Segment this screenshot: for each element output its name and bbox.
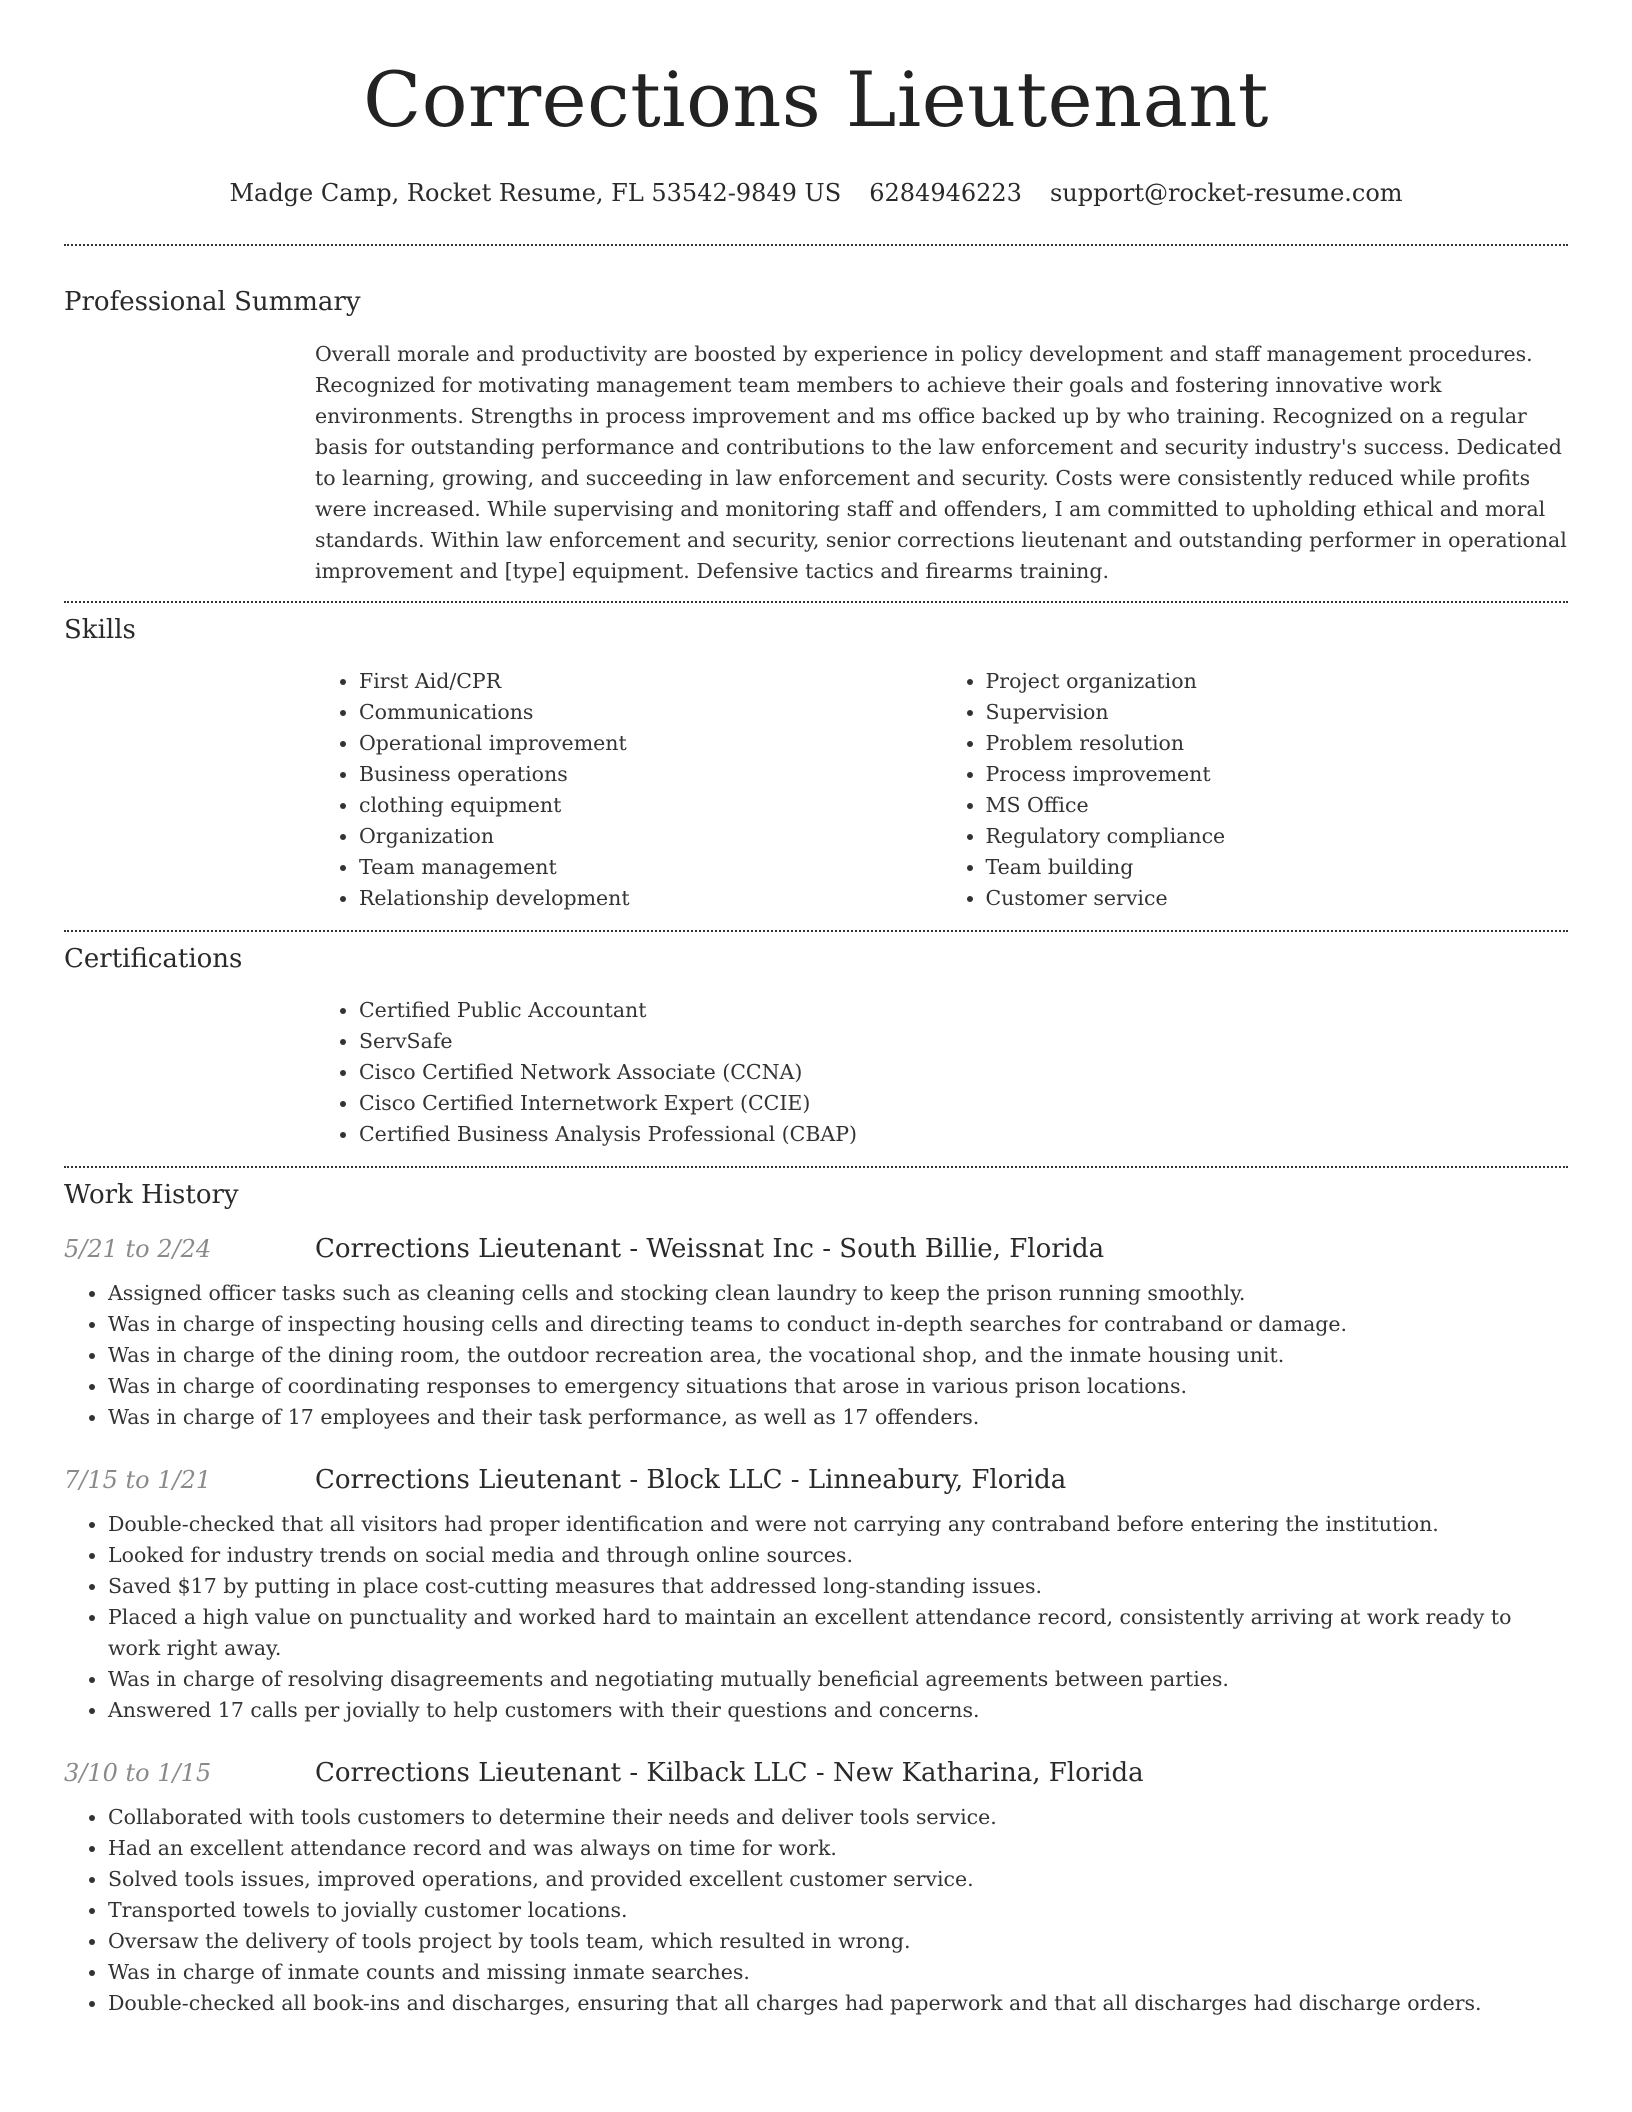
- skills-list-right: [942, 666, 1569, 914]
- skill-item: • Team management: [359, 852, 942, 883]
- skill-item: • First Aid/CPR: [359, 666, 942, 697]
- contact-address: Madge Camp, Rocket Resume, FL 53542-9849 US: [229, 179, 842, 207]
- job-entry: [64, 1463, 1568, 1726]
- skills-heading: Skills: [64, 615, 136, 645]
- job-title: Corrections Lieutenant - Block LLC - Linneabury, Florida: [315, 1465, 1067, 1495]
- job-bullet: • Double-checked all book-ins and discharges, ensuring that all charges had paperwork and that all discharges had discharge orders.: [108, 1988, 1568, 2019]
- skill-item: • Relationship development: [359, 883, 942, 914]
- job-bullet: • Had an excellent attendance record and was always on time for work.: [108, 1833, 1568, 1864]
- skill-item: • Organization: [359, 821, 942, 852]
- job-bullet: • Was in charge of inmate counts and missing inmate searches.: [108, 1957, 1568, 1988]
- job-entry: [64, 1756, 1568, 2019]
- job-bullet: • Looked for industry trends on social media and through online sources.: [108, 1540, 1568, 1571]
- job-bullets: [64, 1802, 1568, 2019]
- job-title: Corrections Lieutenant - Kilback LLC - New Katharina, Florida: [315, 1758, 1144, 1788]
- job-bullet: • Was in charge of coordinating responses to emergency situations that arose in various prison locations.: [108, 1371, 1568, 1402]
- skill-item: • Project organization: [986, 666, 1569, 697]
- job-header: [64, 1756, 1568, 1790]
- skill-item: • Supervision: [986, 697, 1569, 728]
- resume-name: Corrections Lieutenant: [363, 55, 1269, 144]
- certifications-list: [315, 995, 1568, 1150]
- work-history-heading: Work History: [64, 1180, 239, 1210]
- skill-item: • Process improvement: [986, 759, 1569, 790]
- job-bullet: • Oversaw the delivery of tools project by tools team, which resulted in wrong.: [108, 1926, 1568, 1957]
- section-divider: [64, 244, 1568, 246]
- job-entry: [64, 1232, 1568, 1433]
- job-header: [64, 1463, 1568, 1497]
- job-date: 7/15 to 1/21: [64, 1466, 212, 1494]
- skills-section: [64, 613, 1568, 914]
- summary-heading: Professional Summary: [64, 287, 361, 317]
- job-bullet: • Collaborated with tools customers to determine their needs and deliver tools service.: [108, 1802, 1568, 1833]
- job-bullet: • Assigned officer tasks such as cleaning cells and stocking clean laundry to keep the prison running smoothly.: [108, 1278, 1568, 1309]
- work-history-section: [64, 1178, 1568, 2019]
- job-date: 3/10 to 1/15: [64, 1759, 212, 1787]
- summary-section: [64, 285, 1568, 587]
- job-header: [64, 1232, 1568, 1266]
- job-bullets: [64, 1509, 1568, 1726]
- certification-item: • Certified Public Accountant: [359, 995, 1568, 1026]
- job-title: Corrections Lieutenant - Weissnat Inc - South Billie, Florida: [315, 1234, 1105, 1264]
- section-divider: [64, 1166, 1568, 1168]
- skill-item: • Team building: [986, 852, 1569, 883]
- skill-item: • MS Office: [986, 790, 1569, 821]
- contact-phone: 6284946223: [869, 179, 1022, 207]
- certification-item: • Cisco Certified Network Associate (CCNA): [359, 1057, 1568, 1088]
- certifications-heading: Certifications: [64, 944, 243, 974]
- certifications-body: [315, 995, 1568, 1150]
- job-bullet: • Was in charge of 17 employees and their task performance, as well as 17 offenders.: [108, 1402, 1568, 1433]
- certification-item: • Cisco Certified Internetwork Expert (CCIE): [359, 1088, 1568, 1119]
- summary-text: Overall morale and productivity are boosted by experience in policy development and staff management procedures. Recognized for motivating management team members to achieve their goals and fostering innovative work environments. Strengths in process improvement and ms office backed up by who training. Recognized on a regular basis for outstanding performance and contributions to the law enforcement and security industry's success. Dedicated to learning, growing, and succeeding in law enforcement and security. Costs were consistently reduced while profits were increased. While supervising and monitoring staff and offenders, I am committed to upholding ethical and moral standards. Within law enforcement and security, senior corrections lieutenant and outstanding performer in operational improvement and [type] equipment. Defensive tactics and firearms training.: [315, 342, 1567, 583]
- job-bullet: • Placed a high value on punctuality and worked hard to maintain an excellent attendance record, consistently arriving at work ready to work right away.: [108, 1602, 1568, 1664]
- job-bullet: • Transported towels to jovially customer locations.: [108, 1895, 1568, 1926]
- job-date: 5/21 to 2/24: [64, 1235, 212, 1263]
- skill-item: • Operational improvement: [359, 728, 942, 759]
- skill-item: • Business operations: [359, 759, 942, 790]
- job-bullet: • Double-checked that all visitors had proper identification and were not carrying any contraband before entering the institution.: [108, 1509, 1568, 1540]
- section-divider: [64, 601, 1568, 603]
- skill-item: • clothing equipment: [359, 790, 942, 821]
- job-bullet: • Solved tools issues, improved operations, and provided excellent customer service.: [108, 1864, 1568, 1895]
- certification-item: • Certified Business Analysis Professional (CBAP): [359, 1119, 1568, 1150]
- skills-list-left: [315, 666, 942, 914]
- resume-header: [64, 0, 1568, 210]
- job-bullets: [64, 1278, 1568, 1433]
- contact-email: support@rocket-resume.com: [1049, 179, 1403, 207]
- job-bullet: • Was in charge of inspecting housing cells and directing teams to conduct in-depth searches for contraband or damage.: [108, 1309, 1568, 1340]
- summary-body: [315, 339, 1568, 587]
- job-bullet: • Was in charge of the dining room, the outdoor recreation area, the vocational shop, and the inmate housing unit.: [108, 1340, 1568, 1371]
- skills-grid: [315, 666, 1568, 914]
- skill-item: • Customer service: [986, 883, 1569, 914]
- certification-item: • ServSafe: [359, 1026, 1568, 1057]
- job-bullet: • Answered 17 calls per jovially to help customers with their questions and concerns.: [108, 1695, 1568, 1726]
- contact-line: [64, 176, 1568, 210]
- job-bullet: • Was in charge of resolving disagreements and negotiating mutually beneficial agreements between parties.: [108, 1664, 1568, 1695]
- skill-item: • Problem resolution: [986, 728, 1569, 759]
- job-bullet: • Saved $17 by putting in place cost-cutting measures that addressed long-standing issues.: [108, 1571, 1568, 1602]
- skill-item: • Regulatory compliance: [986, 821, 1569, 852]
- certifications-section: [64, 942, 1568, 1150]
- section-divider: [64, 930, 1568, 932]
- skill-item: • Communications: [359, 697, 942, 728]
